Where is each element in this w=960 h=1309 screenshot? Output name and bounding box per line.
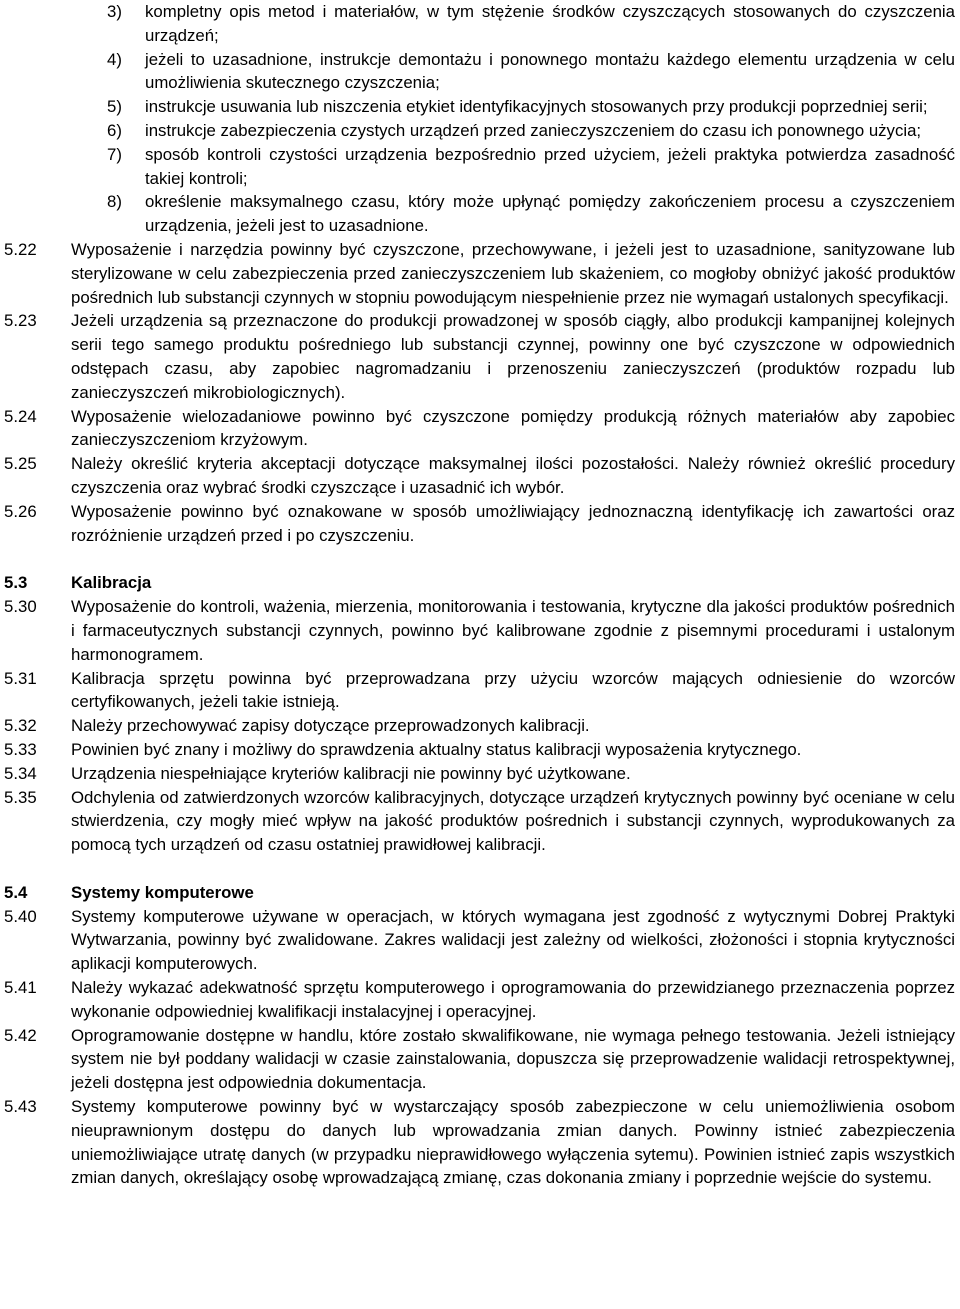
paragraph-text: Kalibracja sprzętu powinna być przeprowadzana przy użyciu wzorców mających odniesienie do wzorców certyfikowanych, jeżeli takie istnieją. (71, 668, 955, 712)
paragraph-number: 5.34 (4, 763, 37, 783)
list-item (107, 95, 955, 119)
paragraph (4, 238, 955, 309)
paragraph (4, 1095, 955, 1190)
paragraph-group-cleaning (0, 238, 960, 547)
list-item (107, 48, 955, 96)
paragraph-number: 5.33 (4, 739, 37, 759)
paragraph (4, 595, 955, 666)
paragraph (4, 905, 955, 976)
paragraph (4, 738, 955, 762)
paragraph-text: Wyposażenie wielozadaniowe powinno być czyszczone pomiędzy produkcją różnych materiałów aby zapobiec zanieczyszczeniom krzyżowym. (71, 406, 955, 450)
paragraph-number: 5.25 (4, 454, 37, 474)
paragraph-group-computer-systems (0, 905, 960, 1191)
paragraph-number: 5.26 (4, 501, 37, 521)
spacer (0, 857, 960, 881)
item-text: sposób kontroli czystości urządzenia bezpośrednio przed użyciem, jeżeli praktyka potwierdza zasadność takiej kontroli; (145, 144, 955, 188)
section-heading (4, 571, 955, 595)
paragraph-number: 5.41 (4, 978, 37, 998)
spacer (0, 547, 960, 571)
paragraph-number: 5.24 (4, 406, 37, 426)
paragraph-text: Jeżeli urządzenia są przeznaczone do produkcji prowadzonej w sposób ciągły, albo produkcji kampanijnej kolejnych serii tego samego produktu pośredniego lub substancji czynnej, powinny one być czyszczone w odpowiednich odstępach czasu, aby zapobiec nagromadzaniu i przenoszeniu zanieczyszczeń (produktów rozpadu lub zanieczyszczeń mikrobiologicznych). (71, 311, 955, 402)
paragraph-text: Odchylenia od zatwierdzonych wzorców kalibracyjnych, dotyczące urządzeń krytycznych powinny być oceniane w celu stwierdzenia, czy mogły mieć wpływ na jakość produktów pośrednich i substancji czynnych, wyprodukowanych za pomocą tych urządzeń od czasu ostatniej prawidłowej kalibracji. (71, 787, 955, 855)
section-number: 5.4 (4, 882, 28, 902)
section-title: Kalibracja (71, 573, 152, 593)
item-number: 4) (107, 49, 122, 69)
paragraph-number: 5.35 (4, 787, 37, 807)
item-text: określenie maksymalnego czasu, który może upłynąć pomiędzy zakończeniem procesu a czyszczeniem urządzenia, jeżeli jest to uzasadnione. (145, 192, 955, 236)
paragraph (4, 452, 955, 500)
paragraph-text: Systemy komputerowe powinny być w wystarczający sposób zabezpieczone w celu uniemożliwienia osobom nieuprawnionym dostępu do danych lub wprowadzania zmian danych. Powinny istnieć zabezpieczenia uniemożliwiające utratę danych (w przypadku nieprawidłowego wyłączenia sytemu). Powinien istnieć zapis wszystkich zmian danych, określający osobę wprowadzającą zmianę, czas dokonania zmiany i poprzednie wejście do systemu. (71, 1097, 955, 1188)
paragraph-number: 5.23 (4, 311, 37, 331)
item-text: jeżeli to uzasadnione, instrukcje demontażu i ponownego montażu każdego elementu urządzenia w celu umożliwienia skutecznego czyszczenia; (145, 49, 955, 93)
item-text: instrukcje zabezpieczenia czystych urządzeń przed zanieczyszczeniem do czasu ich ponownego użycia; (145, 120, 922, 140)
paragraph-number: 5.22 (4, 239, 37, 259)
paragraph-number: 5.43 (4, 1097, 37, 1117)
paragraph-number: 5.32 (4, 716, 37, 736)
list-item (107, 119, 955, 143)
paragraph-text: Wyposażenie i narzędzia powinny być czyszczone, przechowywane, i jeżeli jest to uzasadnione, sanityzowane lub sterylizowane w celu zabezpieczenia przed zanieczyszczeniem lub skażeniem, co mogłoby obniżyć jakość produktów pośrednich lub substancji czynnych w stopniu powodującym niespełnienie przez nie wymagań ustalonych specyfikacji. (71, 239, 955, 307)
section-title: Systemy komputerowe (71, 882, 254, 902)
paragraph-number: 5.30 (4, 597, 37, 617)
item-number: 3) (107, 2, 122, 21)
paragraph (4, 1024, 955, 1095)
paragraph-text: Należy wykazać adekwatność sprzętu komputerowego i oprogramowania do przewidzianego przeznaczenia poprzez wykonanie odpowiedniej kwalifikacji instalacyjnej i operacyjnej. (71, 978, 955, 1021)
section-heading (4, 881, 955, 905)
paragraph (4, 714, 955, 738)
item-number: 6) (107, 120, 122, 140)
paragraph (4, 762, 955, 786)
paragraph-text: Wyposażenie do kontroli, ważenia, mierzenia, monitorowania i testowania, krytyczne dla jakości produktów pośrednich i farmaceutycznych substancji czynnych, powinno być kalibrowane zgodnie z pisemnymi procedurami i ustalonym harmonogramem. (71, 597, 955, 664)
paragraph-number: 5.42 (4, 1025, 37, 1045)
paragraph-text: Należy przechowywać zapisy dotyczące przeprowadzonych kalibracji. (71, 716, 590, 736)
subitem-list (0, 0, 960, 238)
paragraph-text: Systemy komputerowe używane w operacjach, w których wymagana jest zgodność z wytycznymi Dobrej Praktyki Wytwarzania, powinny być zwalidowane. Zakres walidacji jest zależny od wielkości, złożoności i stopnia krytyczności aplikacji komputerowych. (71, 906, 955, 974)
paragraph (4, 667, 955, 715)
list-item (107, 143, 955, 191)
paragraph-text: Wyposażenie powinno być oznakowane w sposób umożliwiający jednoznaczną identyfikację ich zawartości oraz rozróżnienie urządzeń przed i po czyszczeniu. (71, 501, 955, 545)
paragraph-group-calibration (0, 595, 960, 857)
list-item (107, 190, 955, 238)
paragraph (4, 309, 955, 404)
section-number: 5.3 (4, 573, 28, 593)
paragraph-text: Urządzenia niespełniające kryteriów kalibracji nie powinny być użytkowane. (71, 763, 631, 783)
list-item (107, 0, 955, 48)
paragraph-number: 5.40 (4, 906, 37, 926)
paragraph-text: Należy określić kryteria akceptacji dotyczące maksymalnej ilości pozostałości. Należy również określić procedury czyszczenia oraz wybrać środki czyszczące i uzasadnić ich wybór. (71, 454, 955, 497)
paragraph (4, 500, 955, 548)
item-number: 8) (107, 192, 122, 212)
paragraph-text: Powinien być znany i możliwy do sprawdzenia aktualny status kalibracji wyposażenia krytycznego. (71, 739, 802, 759)
paragraph (4, 405, 955, 453)
item-text: instrukcje usuwania lub niszczenia etykiet identyfikacyjnych stosowanych przy produkcji poprzedniej serii; (145, 97, 928, 117)
paragraph (4, 976, 955, 1024)
paragraph-text: Oprogramowanie dostępne w handlu, które zostało skwalifikowane, nie wymaga pełnego testowania. Jeżeli istniejący system nie był poddany walidacji w czasie zainstalowania, dopuszcza się przeprowadzenie walidacji retrospektywnej, jeżeli dostępna jest odpowiednia dokumentacja. (71, 1025, 955, 1093)
paragraph (4, 786, 955, 857)
paragraph-number: 5.31 (4, 668, 37, 688)
item-number: 7) (107, 144, 122, 164)
item-text: kompletny opis metod i materiałów, w tym stężenie środków czyszczących stosowanych do czyszczenia urządzeń; (145, 2, 955, 45)
item-number: 5) (107, 97, 122, 117)
